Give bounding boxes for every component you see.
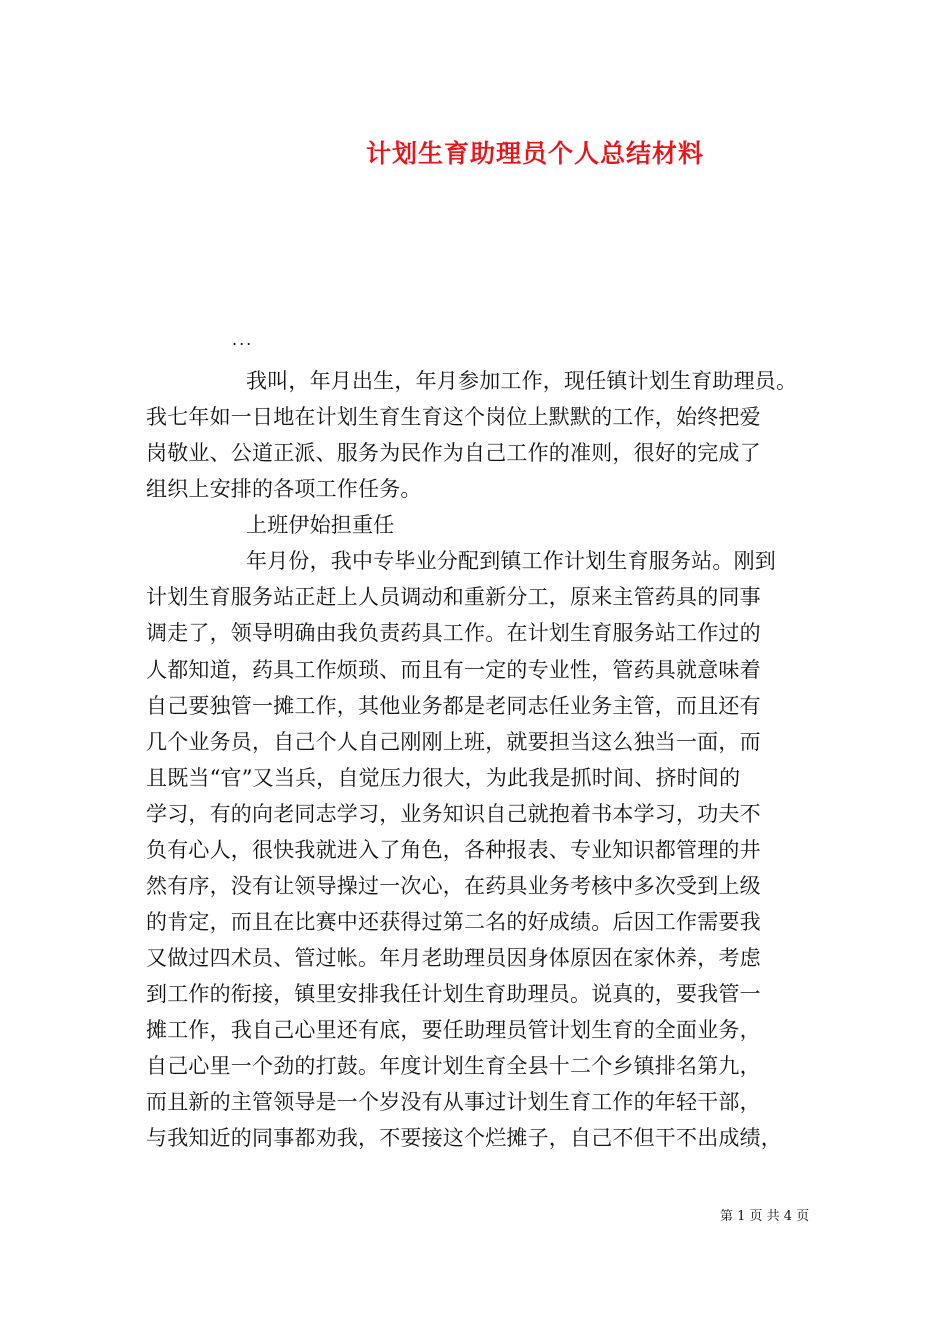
paragraph-line: 自己要独管一摊工作，其他业务都是老同志任业务主管，而且还有 (146, 694, 761, 718)
paragraph-line: 组织上安排的各项工作任务。 (146, 477, 422, 501)
paragraph-line: 人都知道，药具工作烦琐、而且有一定的专业性，管药具就意味着 (146, 658, 761, 682)
paragraph-line: 我叫，年月出生，年月参加工作，现任镇计划生育助理员。 (246, 369, 798, 393)
page-number: 第 1 页 共 4 页 (720, 1209, 810, 1224)
paragraph-line: 然有序，没有让领导操过一次心，在药具业务考核中多次受到上级 (146, 874, 761, 898)
paragraph-line: 自己心里一个劲的打鼓。年度计划生育全县十二个乡镇排名第九， (146, 1054, 761, 1078)
paragraph-line: 且既当“官”又当兵，自觉压力很大，为此我是抓时间、挤时间的 (146, 766, 741, 790)
paragraph-line: 而且新的主管领导是一个岁没有从事过计划生育工作的年轻干部， (146, 1090, 761, 1114)
paragraph-line: 岗敬业、公道正派、服务为民作为自己工作的准则，很好的完成了 (146, 441, 761, 465)
paragraph-line: 与我知近的同事都劝我，不要接这个烂摊子，自己不但干不出成绩， (146, 1126, 782, 1150)
paragraph-line: 年月份，我中专毕业分配到镇工作计划生育服务站。刚到 (246, 549, 776, 573)
paragraph-line: 又做过四术员、管过帐。年月老助理员因身体原因在家休养，考虑 (146, 946, 761, 970)
document-title: 计划生育助理员个人总结材料 (365, 139, 704, 168)
paragraph-line: 学习，有的向老同志学习，业务知识自己就抱着书本学习，功夫不 (146, 802, 761, 826)
ellipsis-marker: ... (232, 330, 254, 349)
paragraph-line: 计划生育服务站正赶上人员调动和重新分工，原来主管药具的同事 (146, 585, 761, 609)
paragraph-line: 摊工作，我自己心里还有底，要任助理员管计划生育的全面业务， (146, 1018, 761, 1042)
paragraph-line: 到工作的衔接，镇里安排我任计划生育助理员。说真的，要我管一 (146, 982, 761, 1006)
paragraph-line: 的肯定，而且在比赛中还获得过第二名的好成绩。后因工作需要我 (146, 910, 761, 934)
paragraph-line: 负有心人，很快我就进入了角色，各种报表、专业知识都管理的井 (146, 838, 761, 862)
paragraph-line: 调走了，领导明确由我负责药具工作。在计划生育服务站工作过的 (146, 621, 761, 645)
paragraph-line: 几个业务员，自己个人自己刚刚上班，就要担当这么独当一面，而 (146, 730, 761, 754)
paragraph-line: 我七年如一日地在计划生育生育这个岗位上默默的工作，始终把爱 (146, 405, 761, 429)
section-heading: 上班伊始担重任 (246, 513, 395, 537)
